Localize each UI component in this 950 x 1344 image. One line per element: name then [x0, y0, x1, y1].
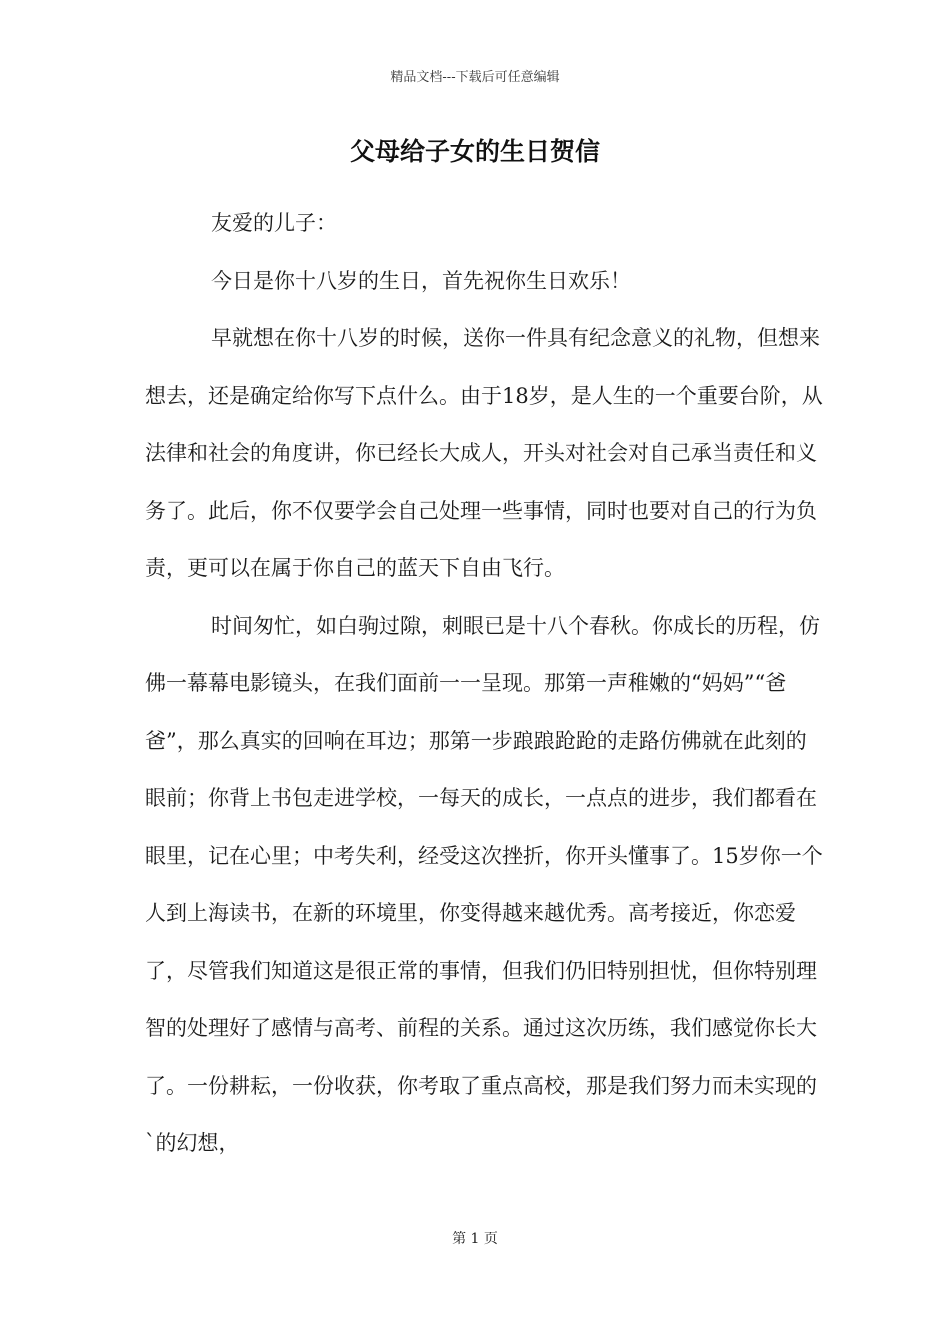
- document-title: 父母给子女的生日贺信: [349, 137, 600, 166]
- letter-body: [145, 195, 825, 1173]
- paragraph-growth: 时间匆忙，如白驹过隙，刺眼已是十八个春秋。你成长的历程，仿佛一幕幕电影镜头，在我们面前一一呈现。那第一声稚嫩的“妈妈”“爸爸”，那么真实的回响在耳边；那第一步踉踉跄跄的走路仿佛就在此刻的眼前；你背上书包走进学校，一每天的成长，一点点的进步，我们都看在眼里，记在心里；中考失利，经受这次挫折，你开头懂事了。15岁你一个人到上海读书，在新的环境里，你变得越来越优秀。高考接近，你恋爱了，尽管我们知道这是很正常的事情，但我们仍旧特别担忧，但你特别理智的处理好了感情与高考、前程的关系。通过这次历练，我们感觉你长大了。一份耕耘，一份收获，你考取了重点高校，那是我们努力而未实现的`的幻想，: [145, 613, 823, 1155]
- page-number: 第 1 页: [452, 1231, 498, 1247]
- paragraph-gift: 早就想在你十八岁的时候，送你一件具有纪念意义的礼物，但想来想去，还是确定给你写下点什么。由于18岁，是人生的一个重要台阶，从法律和社会的角度讲，你已经长大成人，开头对社会对自己承当责任和义务了。此后，你不仅要学会自己处理一些事情，同时也要对自己的行为负责，更可以在属于你自己的蓝天下自由飞行。: [145, 326, 823, 580]
- paragraph-greeting: 今日是你十八岁的生日，首先祝你生日欢乐！: [211, 268, 631, 293]
- letter-salutation: 友爱的儿子：: [211, 211, 337, 235]
- document-header-note: 精品文档---下载后可任意编辑: [390, 70, 560, 85]
